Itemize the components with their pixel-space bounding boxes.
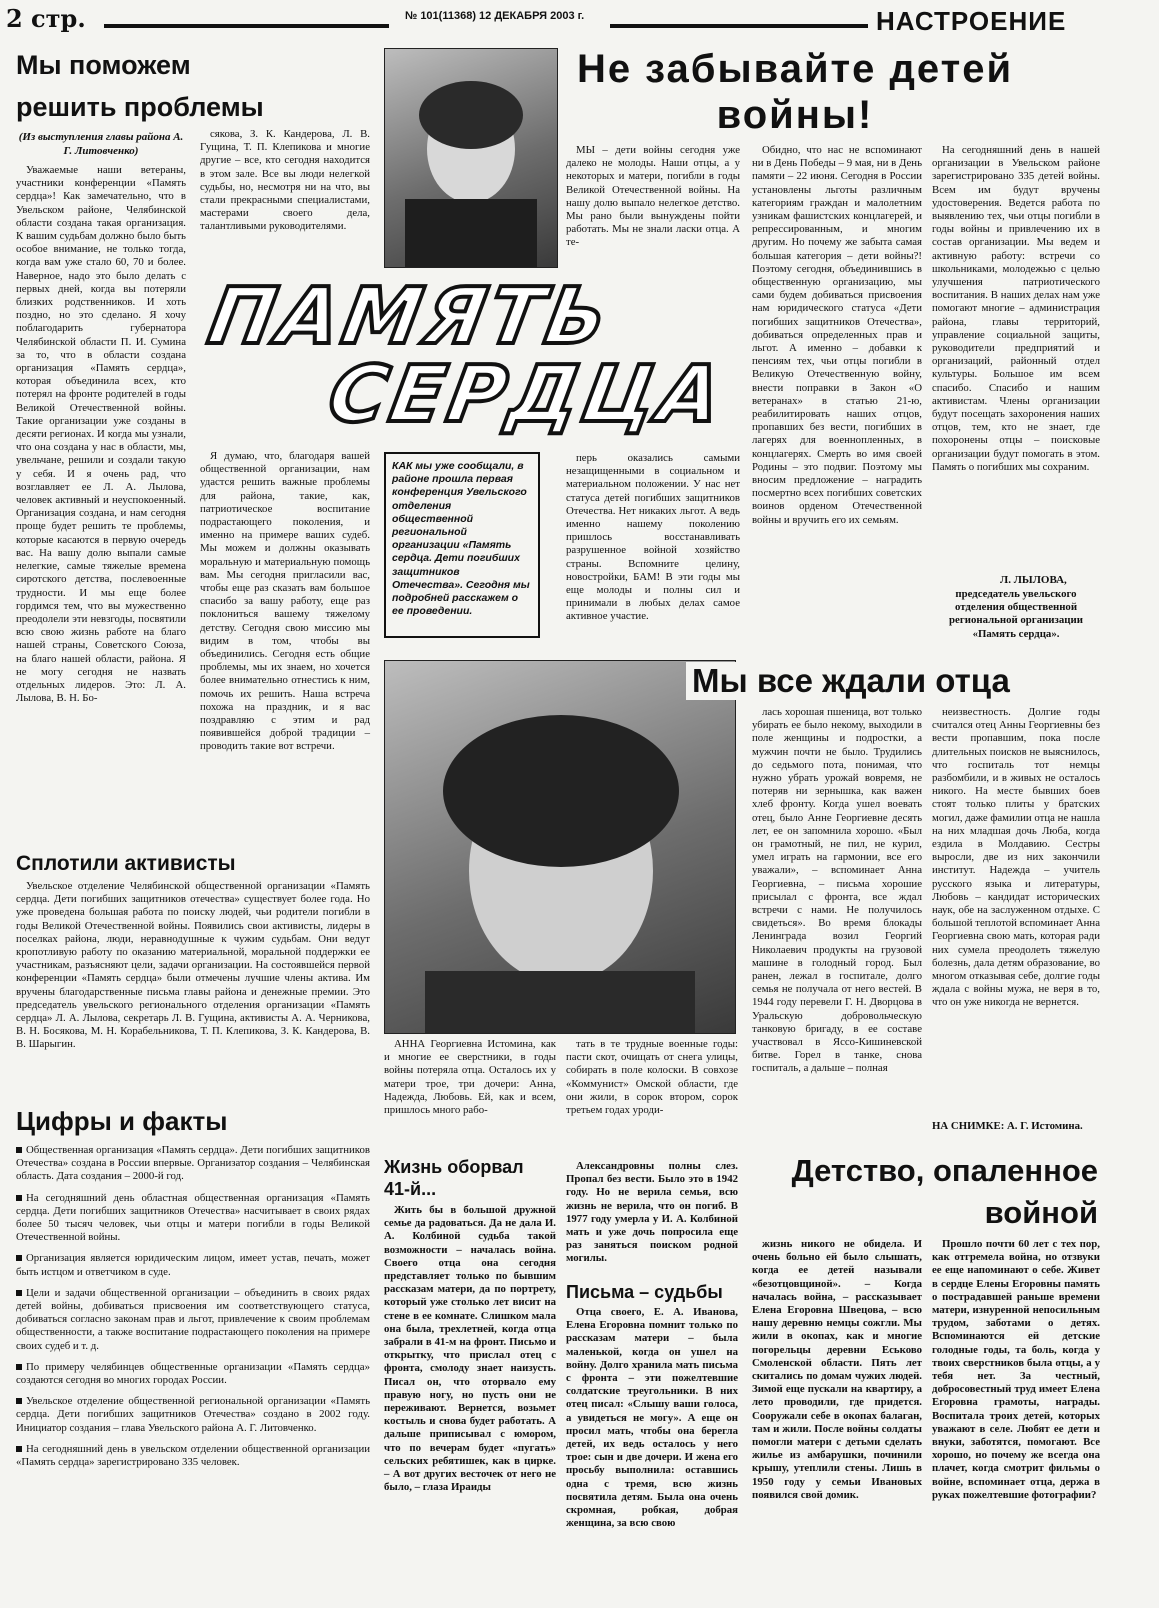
left-article-col1-text: Уважаемые наши ветераны, участники конференции «Память сердца»! Как замечательно, что в Увельском районе, Челябинской области создана такая организация. К вашим судьбам должно было быть особое внимание, не только тогда, когда вам уже стало 60, 70 и более. Наверное, надо это было делать с первых дней, когда вы потеряли близких родственников. И хоть поздно, но это сделано. Я хочу поблагодарить губернатора Челябинской области П. И. Сумина за то, что в области создана организация «Память сердца», которая объединила всех, кто потерял на фронте родителей в годы Великой Отечественной войны. Такие организации уже созданы в десяти регионах. И когда мы узнали, что она создана у нас в области, мы, увельчане, решили и создали такую у себя. И я очень рад, что возглавляет ее Л. А. Лылова, человек активный и неуспокоенный. Организация создана, и нам сегодня проще будет решить те проблемы, которые касаются в первую очередь вас. На вашу долю выпали самые нелегкие, самые тяжелые времена сиротского детства, послевоенные трудности. И мы еще более гордимся тем, что вы мужественно преодолели эти невзгоды, посвятили всю свою жизнь работе на благо нашей страны, Советского Союза, на благо нашей области, района. Я не могу сегодня не назвать отдельных лидеров. Это: Л. А. Лылова, В. Н. Бо- xyxy=(16,164,186,705)
portrait-graphic xyxy=(385,49,557,267)
father-col1-text: АННА Георгиевна Истомина, как и многие ее сверстники, в годы войны потеряла отца. Осталось их у матери трое, три дочери: Анна, Надежда, Любовь. Ей, как и всем, пришлось много рабо- xyxy=(384,1038,556,1117)
main-col3 xyxy=(932,144,1100,474)
bullet-icon xyxy=(16,1290,22,1296)
signature: Л. ЛЫЛОВА, xyxy=(1000,574,1067,586)
letters-text xyxy=(566,1306,738,1530)
fact-item xyxy=(16,1361,370,1387)
father-col4 xyxy=(932,706,1100,1010)
signature-role: председатель увельского отделения общественной региональной организации «Память сердца». xyxy=(949,588,1083,640)
fact-item xyxy=(16,1252,370,1278)
intro-box-text: КАК мы уже сообщали, в районе прошла первая конференция Увельского отделения общественной региональной организации «Память сердца. Дети погибших защитников Отечества». Сегодня мы подробней расскажем о ее проведении. xyxy=(392,460,530,618)
life-text2 xyxy=(566,1160,738,1266)
activists-paragraph: Увельское отделение Челябинской общественной организации «Память сердца. Дети погибших защитников отечества» существует более года. Но уже проведена большая работа по поиску людей, чьи родители погибли в годы Великой Отечественной войны. Появились свои активисты, лидеры в поселках района, люди, неравнодушные к чужим судьбам. Они ведут кропотливую работу по оказанию материальной, моральной поддержки ее участникам, разъясняют цели, задачи организации. На состоявшейся первой конференции «Память сердца» были отмечены лучшие члены актива. Им вручены благодарственные письма главы района и денежные премии. Это председатель увельского регионального отделения организации «Память сердца» Л. А. Лылова, секретарь Л. В. Гущина, активисты А. А. Черникова, В. Н. Босякова, М. Н. Корабельникова, Т. П. Клепикова, З. К. Кандерова, В. В. Шарыгин. xyxy=(16,880,370,1051)
main-col2-text: Обидно, что нас не вспоминают ни в День Победы – 9 мая, ни в День памяти – 22 июня. Сегодня в России установлены льготы различным категориям граждан и малолетним узникам фашистских концлагерей, и репрессированным, и многим другим. Но почему же забыта самая большая категория – дети войны?! Поэтому сегодня, объединившись в общественную организацию, мы сами будем добиваться присвоения нам юридического статуса «Дети погибших защитников Отечества», добиваться определенных прав и льгот. А именно – добавки к пенсиям тех, чьи отцы погибли в Великую Отечественную войну, внести поправки в Закон «О ветеранах» в статью 21-ю, реабилитировать наших отцов, пропавших без вести, погибших в лагерях для военнопленных, в концлагерях. Смерть во имя своей Родины – это подвиг. Поэтому мы вносим предложение – наградить посмертно всех погибших советских воинов орденом Отечественной войны и вручить его их семьям. xyxy=(752,144,922,526)
childhood-col2-text: Прошло почти 60 лет с тех пор, как отгремела война, но отзвуки ее еще напоминают о себе. Живет в сердце Елены Егоровны память о пострадавшей раньше времени матери, изнуренной непосильным трудом, заботами о детях. Вспоминаются ей детские голодные годы, та боль, когда у твоих сверстников была отцы, а у тебя нет. За честный, добросовестный труд имеет Елена Егоровна грамоты, награды. Воспитала троих детей, которых уважают в селе. Любят ее дети и внуки, заботятся, помогают. Все хорошо, но почему же всегда она плачет, когда смотрит фильмы о войне, вспоминает отца, держа в руках пожелтевшие фотографии? xyxy=(932,1238,1100,1501)
page-number: 2 стр. xyxy=(6,4,86,33)
fact-text: На сегодняшний день в увельском отделении общественной организации «Память сердца» зарегистрировано 335 человек. xyxy=(16,1442,370,1469)
left-article-subtitle: (Из выступления главы района А. Г. Литовченко) xyxy=(18,131,184,157)
left-article-title: Мы поможем решить проблемы xyxy=(16,50,264,122)
childhood-col1 xyxy=(752,1238,922,1502)
fact-text: На сегодняшний день областная общественная организация «Память сердца. Дети погибших защитников Отечества» насчитывает в своих рядах более 50 тысяч человек, чьи отцы и матери погибли в годы Великой Отечественной войны. xyxy=(16,1191,370,1244)
fact-text: Увельское отделение общественной региональной организации «Память сердца. Дети погибших защитников Отечества» создано в 2002 году. Инициатор создания – глава Увельского района А. Г. Литовченко. xyxy=(16,1395,370,1434)
photo-caption: НА СНИМКЕ: А. Г. Истомина. xyxy=(932,1120,1083,1132)
father-col2-text: тать в те трудные военные годы: пасти скот, очищать от снега улицы, собирать в поле колоски. В совхозе «Коммунист» Омской области, где они жили, в сорок втором, сорок третьем годах уроди- xyxy=(566,1038,738,1117)
left-article-col2a xyxy=(200,128,370,234)
facts-title: Цифры и факты xyxy=(16,1106,228,1136)
activists-text xyxy=(16,880,370,1052)
fact-item xyxy=(16,1144,370,1184)
main-col3-text: На сегодняшний день в нашей организации в Увельском районе зарегистрировано 335 детей войны. Всем им будут вручены удостоверения. Ведется работа по выявлению тех, чьи отцы погибли в годы войны и привлечению их в состав организации. Мы ведем и активную работу: встречи со школьниками, молодежью с целью улучшения патриотического воспитания. В наших делах нам уже помогают многие – администрация района, главы территорий, управление социальной защиты, руководители предприятий и организаций, районный отдел культуры. Большое им всем спасибо. Спасибо и нашим активистам. Члены организации будут посещать захоронения наших отцов, тем, кто не знает, где похоронены отцы – поисковые организации будут помогать в этом. Память о погибших мы сохраним. xyxy=(932,144,1100,473)
bullet-icon xyxy=(16,1147,22,1153)
father-col3-text: лась хорошая пшеница, вот только убирать ее было некому, выходили в поле женщины и подростки, а мужчин почти не было. Трудились до седьмого пота, понимая, что нужно убрать урожай вовремя, не потеряв ни зернышка, как важен хлеб фронту. Когда ушел воевать отец, было Анне Георгиевне десять лет, ее он запомнила хорошо. «Был он грамотный, не пил, не курил, умел играть на гармонии, все его уважали», – вспоминает Анна Георгиевна, – письма хорошие присылал с фронта, все ждал встречи с нами. Не получилось свидеться». Во время блокады Ленинграда возил Георгий Николаевич продукты на грузовой машине в голодный город. Был ранен, лежал в госпитале, долго семья не получала от него вестей. В 1944 году перевели Г. Н. Дворцова в Уральскую добровольческую танковую бригаду, в ее составе участвовал в Яссо-Кишиневской битве. Горел в танке, снова госпиталь, а дальше – полная xyxy=(752,706,922,1075)
father-article-title: Мы все ждали отца xyxy=(686,662,1016,700)
fact-item xyxy=(16,1287,370,1353)
fact-text: Организация является юридическим лицом, имеет устав, печать, может быть истцом и ответчиком в суде. xyxy=(16,1252,370,1278)
life-article-title: Жизнь оборвал 41-й... xyxy=(384,1157,524,1199)
childhood-col2 xyxy=(932,1238,1100,1502)
childhood-article-title: Детство, опаленное войной xyxy=(791,1153,1098,1230)
bullet-icon xyxy=(16,1255,22,1261)
intro-box xyxy=(384,452,540,638)
bullet-icon xyxy=(16,1398,22,1404)
facts-list xyxy=(16,1144,370,1477)
life-text xyxy=(384,1204,556,1494)
banner xyxy=(202,272,732,442)
lylova-photo xyxy=(384,48,558,268)
father-col1 xyxy=(384,1038,556,1117)
fact-item xyxy=(16,1395,370,1435)
main-col1-text: МЫ – дети войны сегодня уже далеко не молоды. Наши отцы, а у некоторых и матери, погибли в годы Великой Отечественной войны. На нашу долю выпало нелегкое детство. Мы рано были вынуждены пойти работать. Мы не знали ласки отца. А те- xyxy=(566,144,740,249)
life-text-p: Жить бы в большой дружной семье да радоваться. Да не дала И. А. Колбиной судьба такой возможности – началась война. Своего отца она сегодня представляет только по бывшим рассказам матери, да по портрету, который уже столько лет висит на стене в ее комнате. Слишком мала она была, трехлетней, когда отца забрали в 41-м на фронт. Письмо и открытку, что прислал отец с фронта, смолоду знает наизусть. Писал он, что оторвало ему правую ногу, но пусть они не переживают. Вернется, возьмет костыль и снова будет работать. А дальше приписывал с юмором, что по вечерам будет «пугать» сельских ребятишек, как в цирке. – А вот других весточек от него не было, – глаза Ираиды xyxy=(384,1204,556,1494)
fact-item xyxy=(16,1192,370,1245)
bullet-icon xyxy=(16,1364,22,1370)
banner-line1: ПАМЯТЬ xyxy=(202,272,618,362)
left-article-col2a-text: сякова, З. К. Кандерова, Л. В. Гущина, Т. П. Клепикова и многие другие – все, кто сегодня находится в этом зале. Все вы люди нелегкой судьбы, но, несмотря ни на что, вы стали прекрасными специалистами, мастерами своего дела, талантливыми руководителями. xyxy=(200,128,370,233)
letters-article-title: Письма – судьбы xyxy=(566,1282,723,1302)
childhood-col1-text: жизнь никого не обидела. И очень больно ей было слышать, когда ее детей называли «безотцовщиной». – Когда началась война, – рассказывает Елена Егоровна Швецова, – всю нашу деревню немцы сожгли. Мы жили в окопах, как и многие погорельцы деревни Еськово Смоленской области. Пять лет скитались по домам чужих людей. Зимой еще пускали на квартиру, а лето проводили, где придется. Сооружали себе в окопах балаган, там и жили. После войны солдаты помогли матери с детьми сделать жилье из амбарушки, починили крышу, утеплили стены. Лишь в 1950 году у семьи Ивановых появился свой домик. xyxy=(752,1238,922,1501)
main-col2 xyxy=(752,144,922,527)
main-col1 xyxy=(566,144,740,250)
istomina-photo xyxy=(384,660,736,1034)
issue-date: № 101(11368) 12 ДЕКАБРЯ 2003 г. xyxy=(405,10,585,22)
fact-item xyxy=(16,1443,370,1469)
bullet-icon xyxy=(16,1195,22,1201)
masthead-rule xyxy=(104,24,389,28)
left-article-col1 xyxy=(16,164,186,705)
main-col1b xyxy=(566,452,740,624)
activists-title: Сплотили активисты xyxy=(16,852,236,875)
father-col4-text: неизвестность. Долгие годы считался отец Анны Георгиевны без вести пропавшим, пока после длительных поисков не выяснилось, что госпиталь тот немцы разбомбили, и в живых не осталось никого. На месте бывших боев стоят только плиты у братских могил, даже фамилии отца не нашла на них младшая дочь Люба, когда ездила в Молдавию. Сестры выросли, две из них закончили институт. Надежда – учитель русского языка и литературы, Любовь – кандидат исторических наук, обе на заслуженном отдыхе. С большой теплотой вспоминает Анна Георгиевна свою мать, которая ради них сумела преодолеть тяжелую болезнь, дала детям образование, во многом отказывая себе, долгие годы ждала с войны мужа, не веря в то, что он уже никогда не вернется. xyxy=(932,706,1100,1009)
main-article-title: Не забывайте детей войны! xyxy=(576,47,1014,137)
banner-line2: СЕРДЦА xyxy=(322,350,732,440)
portrait-graphic xyxy=(385,661,735,1033)
fact-text: По примеру челябинцев общественные организации «Память сердца» создаются сегодня во многих городах России. xyxy=(16,1360,370,1387)
fact-text: Общественная организация «Память сердца». Дети погибших защитников Отечества» создана в России впервые. Организатор создания – Челябинская область. Дата создания – 2000-й год. xyxy=(16,1144,370,1183)
section-title: НАСТРОЕНИЕ xyxy=(876,6,1067,36)
life-text2-p: Александровны полны слез. Пропал без вести. Было это в 1942 году. Но не верила семья, всю жизнь не верила, что он погиб. В 1977 году умерла у И. А. Колбиной мать и уже дочь попросила еще раз заняться поиском родной могилы. xyxy=(566,1160,738,1265)
letters-text-p: Отца своего, Е. А. Иванова, Елена Егоровна помнит только по рассказам матери – была маленькой, когда он ушел на войну. Долго хранила мать письма с фронта – эти пожелтевшие солдатские треугольники. В них отец писал: «Слышу ваши голоса, а увидеться не могу». А еще он просил мать, чтобы она берегла детей, их ведь осталось у него трое: сын и две дочери. И жена его просьбу выполнила: оставшись одна с тремя, всю жизнь посвятила детям. Была она очень скромная, робкая, добрая женщина, за всю свою xyxy=(566,1306,738,1530)
main-col1b-text: перь оказались самыми незащищенными в социальном и материальном положении. У нас нет статуса детей погибших защитников Отечества. Нет никаких льгот. А ведь именно нашему поколению пришлось восстанавливать разрушенное войной хозяйство страны. Вспомните целину, новостройки, БАМ! В эти годы мы еще молоды и полны сил и принимали в любых делах самое активное участие. xyxy=(566,452,740,623)
bullet-icon xyxy=(16,1446,22,1452)
fact-text: Цели и задачи общественной организации – объединить в своих рядах детей войны, добиваться присвоения им соответствующего статуса, добиваться согласно законам прав и льгот, привлечение к своим проблемам общественности, а также воспитание подрастающего поколения на примере своих судеб и т. д. xyxy=(16,1286,370,1352)
left-article-col2b xyxy=(200,450,370,754)
masthead-rule-right xyxy=(610,24,868,28)
left-article-col2b-text: Я думаю, что, благодаря вашей общественной организации, нам удастся решить важные проблемы для района, такие, как, патриотическое воспитание подрастающего поколения, и именно на примере ваших судеб. Мы можем и должны оказывать моральную и материальную помощь вам. Мы сегодня пригласили вас, чтобы еще раз сказать вам большое спасибо за вашу работу, еще раз поклониться вашему тяжелому детству. Сегодня свою миссию мы видим в том, чтобы вы объединились. Сегодня есть общие проблемы, мы их знаем, но хочется более внимательно отнестись к ним, помочь их решить. Наша встреча похожа на праздник, и я вас поздравляю с этим и рад появившейся доброй традиции – проводить такие вот встречи. xyxy=(200,450,370,753)
father-col2 xyxy=(566,1038,738,1117)
father-col3 xyxy=(752,706,922,1076)
